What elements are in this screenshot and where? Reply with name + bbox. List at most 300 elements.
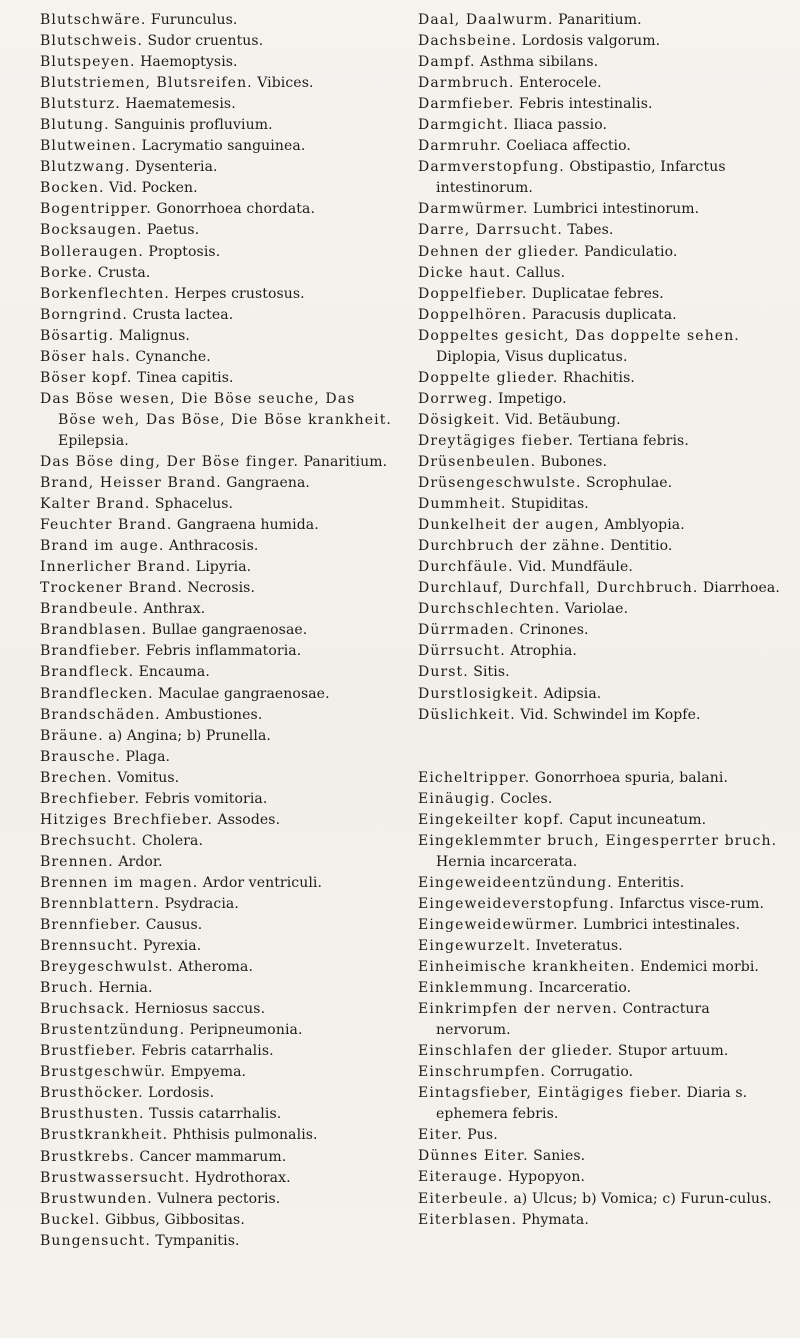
dictionary-entry: [418, 284, 780, 305]
entry-term: Brustwassersucht.: [40, 1169, 191, 1186]
entry-term: Blutschwäre.: [40, 12, 147, 28]
entry-latin: Callus.: [515, 264, 566, 281]
dictionary-entry: [40, 368, 395, 389]
entry-latin: Endemici morbi.: [640, 959, 759, 976]
entry-latin: Necrosis.: [187, 580, 256, 597]
dictionary-entry: [418, 1062, 780, 1083]
entry-term: Blutweinen.: [40, 138, 138, 155]
dictionary-entry: [40, 536, 395, 557]
entry-latin: Ardor.: [118, 853, 163, 870]
entry-term: Einschlafen der glieder.: [418, 1043, 614, 1060]
entry-term: Böser kopf.: [40, 369, 133, 386]
right-column: [418, 10, 780, 1231]
entry-term: Böser hals.: [40, 348, 131, 365]
entry-latin: Lumbrici intestinales.: [582, 916, 741, 933]
entry-term: Brennen im magen.: [40, 874, 199, 891]
entry-latin: Inveteratus.: [535, 937, 623, 954]
entry-latin: Encauma.: [138, 664, 210, 681]
entry-term: Durchbruch der zähne.: [418, 538, 606, 555]
entry-latin: Tertiana febris.: [578, 432, 689, 449]
dictionary-entry: [418, 578, 780, 599]
entry-term: Blutspeyen.: [40, 54, 136, 71]
entry-term: Brustkrebs.: [40, 1148, 135, 1165]
entry-latin: Tympanitis.: [155, 1232, 240, 1249]
entry-latin: Vid. Pocken.: [108, 180, 198, 197]
entry-term: Brusthusten.: [40, 1106, 145, 1123]
dictionary-entry: [40, 978, 395, 999]
dictionary-entry: [418, 1125, 780, 1146]
entry-term: Blutsturz.: [40, 96, 121, 113]
entry-latin: Haematemesis.: [125, 96, 236, 113]
dictionary-entry: [418, 157, 780, 199]
entry-term: Eiterblasen.: [418, 1211, 518, 1228]
entry-latin: a) Angina; b) Prunella.: [108, 727, 271, 744]
entry-latin: Pandiculatio.: [584, 243, 678, 260]
entry-term: Brechsucht.: [40, 832, 138, 849]
entry-term: Bruchsack.: [40, 1001, 131, 1018]
entry-latin: Febris catarrhalis.: [141, 1043, 274, 1060]
entry-latin: Hydrothorax.: [194, 1169, 291, 1186]
dictionary-entry: [418, 368, 780, 389]
dictionary-entry: [418, 789, 780, 810]
dictionary-entry: [418, 1210, 780, 1231]
dictionary-entry: [40, 726, 395, 747]
entry-term: Brustgeschwür.: [40, 1064, 167, 1081]
entry-term: Dreytägiges fieber.: [418, 432, 575, 449]
entry-latin: Variolae.: [564, 601, 629, 618]
entry-term: Brandflecken.: [40, 685, 154, 702]
dictionary-entry: [40, 494, 395, 515]
dictionary-entry: [418, 1189, 780, 1210]
entry-term: Einschrumpfen.: [418, 1064, 547, 1081]
entry-term: Durstlosigkeit.: [418, 685, 540, 702]
entry-term: Drüsengeschwulste.: [418, 475, 582, 492]
dictionary-entry: [40, 1189, 395, 1210]
entry-term: Feuchter Brand.: [40, 517, 173, 534]
entry-term: Brennsucht.: [40, 938, 139, 955]
entry-term: Bösartig.: [40, 327, 115, 344]
entry-term: Düslichkeit.: [418, 706, 516, 723]
entry-latin: Empyema.: [170, 1064, 247, 1081]
entry-term: Dürrsucht.: [418, 643, 506, 660]
entry-term: Borngrind.: [40, 306, 128, 323]
entry-term: Doppelte glieder.: [418, 369, 559, 386]
dictionary-entry: [418, 136, 780, 157]
entry-term: Eingekeilter kopf.: [418, 811, 565, 828]
entry-term: Durchfäule.: [418, 559, 514, 576]
dictionary-entry: [40, 852, 395, 873]
dictionary-entry: [40, 115, 395, 136]
entry-term: Darmgicht.: [418, 117, 509, 134]
dictionary-entry: [40, 515, 395, 536]
entry-latin: Panaritium.: [303, 453, 388, 470]
dictionary-entry: [40, 641, 395, 662]
entry-latin: Gonorrhoea spuria, balani.: [534, 769, 729, 786]
entry-latin: Adipsia.: [543, 685, 602, 702]
entry-latin: Crinones.: [519, 622, 589, 639]
dictionary-entry: [40, 199, 395, 220]
dictionary-entry: [40, 347, 395, 368]
entry-term: Dicke haut.: [418, 264, 512, 281]
entry-latin: Epilepsia.: [58, 432, 129, 449]
dictionary-entry: [418, 431, 780, 452]
entry-latin: Crusta.: [97, 264, 151, 281]
entry-term: Eingeklemmter bruch, Eingesperrter bruch.: [418, 832, 778, 849]
entry-term: Brustwunden.: [40, 1190, 153, 1207]
entry-term: Einäugig.: [418, 790, 496, 807]
dictionary-entry: [418, 620, 780, 641]
entry-latin: Pus.: [467, 1127, 498, 1144]
entry-latin: Vid. Schwindel im Kopfe.: [520, 706, 701, 723]
entry-latin: Psydracia.: [164, 895, 239, 912]
dictionary-entry: [40, 831, 395, 852]
dictionary-entry: [418, 515, 780, 536]
entry-latin: Febris vomitoria.: [144, 790, 268, 807]
entry-term: Brandschäden.: [40, 706, 161, 723]
entry-term: Breygeschwulst.: [40, 959, 174, 976]
entry-latin: Peripneumonia.: [189, 1022, 303, 1039]
dictionary-entry: [418, 831, 780, 873]
entry-term: Eiterbeule.: [418, 1190, 509, 1207]
entry-term: Doppelfieber.: [418, 285, 528, 302]
entry-latin: Phymata.: [521, 1211, 589, 1228]
entry-latin: Malignus.: [118, 327, 190, 344]
entry-latin: Tabes.: [567, 222, 614, 239]
entry-latin: Bullae gangraenosae.: [151, 622, 308, 639]
entry-latin: Stupiditas.: [511, 496, 589, 513]
entry-latin: Vulnera pectoris.: [157, 1190, 281, 1207]
dictionary-entry: [418, 31, 780, 52]
dictionary-entry: [40, 936, 395, 957]
entry-term: Darmbruch.: [418, 75, 515, 92]
entry-latin: Hernia incarcerata.: [436, 853, 578, 870]
entry-term: Brustfieber.: [40, 1043, 137, 1060]
dictionary-entry: [418, 705, 780, 726]
dictionary-entry: [418, 768, 780, 789]
dictionary-entry: [418, 557, 780, 578]
entry-term: Bräune.: [40, 727, 104, 744]
entry-latin: Obstipastio, Infarctus intestinorum.: [436, 159, 726, 197]
dictionary-entry: [418, 1167, 780, 1188]
dictionary-entry: [418, 242, 780, 263]
entry-latin: Diarrhoea.: [702, 580, 780, 597]
entry-term: Durst.: [418, 664, 469, 681]
entry-term: Brand, Heisser Brand.: [40, 475, 222, 492]
entry-latin: Lipyria.: [195, 559, 252, 576]
dictionary-entry: [40, 94, 395, 115]
entry-latin: a) Ulcus; b) Vomica; c) Furun-culus.: [513, 1190, 772, 1207]
dictionary-entry: [40, 747, 395, 768]
entry-latin: Hypopyon.: [507, 1169, 586, 1186]
dictionary-entry: [40, 810, 395, 831]
dictionary-entry: [40, 1062, 395, 1083]
entry-term: Einheimische krankheiten.: [418, 959, 636, 976]
dictionary-entry: [418, 684, 780, 705]
entry-term: Darmfieber.: [418, 96, 515, 113]
entry-latin: Enterocele.: [518, 75, 602, 92]
dictionary-entry: [40, 1041, 395, 1062]
dictionary-entry: [40, 599, 395, 620]
entry-latin: Atrophia.: [510, 643, 577, 660]
entry-term: Einklemmung.: [418, 980, 535, 997]
entry-term: Drüsenbeulen.: [418, 453, 537, 470]
entry-latin: Cancer mammarum.: [139, 1148, 287, 1165]
entry-latin: Haemoptysis.: [140, 54, 238, 71]
entry-latin: Diaria s. ephemera febris.: [436, 1085, 748, 1123]
dictionary-entry: [418, 473, 780, 494]
entry-latin: Cynanche.: [135, 348, 211, 365]
dictionary-entry: [40, 789, 395, 810]
entry-latin: Paracusis duplicata.: [531, 306, 677, 323]
entry-latin: Furunculus.: [150, 12, 238, 28]
section-e-entries: [418, 768, 780, 1231]
entry-term: Borkenflechten.: [40, 285, 170, 302]
dictionary-entry: [418, 1083, 780, 1125]
entry-latin: Impetigo.: [497, 390, 567, 407]
entry-latin: Hernia.: [98, 980, 153, 997]
dictionary-entry: [418, 410, 780, 431]
dictionary-entry: [418, 957, 780, 978]
entry-latin: Herpes crustosus.: [174, 285, 305, 302]
entry-latin: Gangraena.: [226, 475, 310, 492]
dictionary-entry: [40, 136, 395, 157]
entry-term: Brusthöcker.: [40, 1085, 144, 1102]
entry-latin: Vibices.: [257, 75, 314, 92]
entry-latin: Dysenteria.: [135, 159, 218, 176]
entry-latin: Assodes.: [217, 811, 281, 828]
dictionary-entry: [418, 936, 780, 957]
entry-term: Brausche.: [40, 748, 122, 765]
dictionary-entry: [40, 473, 395, 494]
dictionary-entry: [40, 684, 395, 705]
dictionary-entry: [40, 1020, 395, 1041]
dictionary-entry: [418, 452, 780, 473]
entry-latin: Tussis catarrhalis.: [149, 1106, 282, 1123]
dictionary-entry: [40, 578, 395, 599]
entry-latin: Rhachitis.: [562, 369, 635, 386]
dictionary-entry: [40, 263, 395, 284]
dictionary-entry: [40, 894, 395, 915]
dictionary-entry: [40, 1104, 395, 1125]
entry-latin: Herniosus saccus.: [134, 1001, 266, 1018]
dictionary-entry: [418, 641, 780, 662]
dictionary-entry: [418, 1146, 780, 1167]
entry-latin: Pyrexia.: [143, 938, 202, 955]
dictionary-entry: [40, 768, 395, 789]
dictionary-entry: [418, 52, 780, 73]
dictionary-entry: [40, 178, 395, 199]
entry-term: Darmruhr.: [418, 138, 502, 155]
dictionary-entry: [418, 999, 780, 1041]
entry-term: Das Böse wesen, Die Böse seuche, Das Böse weh, Das Böse, Die Böse krankheit.: [40, 390, 392, 428]
entry-latin: Corrugatio.: [550, 1064, 634, 1081]
entry-latin: Sanguinis profluvium.: [114, 117, 273, 134]
dictionary-entry: [418, 220, 780, 241]
dictionary-entry: [40, 10, 395, 31]
entry-latin: Contractura nervorum.: [436, 1001, 710, 1039]
dictionary-entry: [418, 873, 780, 894]
entry-term: Bocksaugen.: [40, 222, 143, 239]
entry-term: Dösigkeit.: [418, 411, 501, 428]
entry-term: Bruch.: [40, 980, 94, 997]
entry-latin: Sanies.: [533, 1148, 586, 1165]
entry-term: Dehnen der glieder.: [418, 243, 580, 260]
entry-latin: Scrophulae.: [586, 475, 673, 492]
entry-term: Borke.: [40, 264, 94, 281]
dictionary-entry: [40, 52, 395, 73]
entry-term: Brennen.: [40, 853, 114, 870]
entry-term: Hitziges Brechfieber.: [40, 811, 214, 828]
entry-latin: Diplopia, Visus duplicatus.: [436, 348, 628, 365]
entry-latin: Cocles.: [500, 790, 553, 807]
dictionary-entry: [40, 326, 395, 347]
dictionary-entry: [40, 620, 395, 641]
dictionary-entry: [40, 1231, 395, 1252]
entry-latin: Atheroma.: [178, 959, 254, 976]
entry-term: Durchschlechten.: [418, 601, 561, 618]
dictionary-entry: [40, 452, 395, 473]
dictionary-entry: [40, 220, 395, 241]
entry-term: Eingeweideentzündung.: [418, 874, 613, 891]
entry-term: Eingewurzelt.: [418, 937, 532, 954]
dictionary-entry: [40, 73, 395, 94]
entry-term: Dünnes Eiter.: [418, 1148, 529, 1165]
entry-latin: Maculae gangraenosae.: [158, 685, 330, 702]
section-d-entries: [418, 10, 780, 726]
dictionary-entry: [40, 1125, 395, 1146]
entry-term: Brandfleck.: [40, 664, 135, 681]
entry-latin: Enteritis.: [617, 874, 685, 891]
entry-latin: Febris intestinalis.: [518, 96, 653, 113]
entry-term: Dachsbeine.: [418, 33, 518, 50]
entry-latin: Coeliaca affectio.: [506, 138, 631, 155]
entry-latin: Lordosis.: [148, 1085, 215, 1102]
entry-latin: Amblyopia.: [604, 517, 685, 534]
entry-latin: Vomitus.: [117, 769, 180, 786]
dictionary-entry: [40, 705, 395, 726]
entry-latin: Duplicatae febres.: [531, 285, 664, 302]
entry-latin: Tinea capitis.: [136, 369, 234, 386]
dictionary-entry: [40, 557, 395, 578]
entry-latin: Anthracosis.: [168, 538, 259, 555]
dictionary-entry: [418, 599, 780, 620]
entry-term: Eintagsfieber, Eintägiges fieber.: [418, 1085, 683, 1102]
entry-latin: Sudor cruentus.: [147, 33, 264, 50]
entry-latin: Asthma sibilans.: [480, 54, 599, 71]
entry-term: Das Böse ding, Der Böse finger.: [40, 453, 300, 470]
dictionary-entry: [40, 284, 395, 305]
entry-term: Bolleraugen.: [40, 243, 144, 260]
entry-latin: Stupor artuum.: [617, 1043, 729, 1060]
dictionary-entry: [418, 115, 780, 136]
entry-latin: Gibbus, Gibbositas.: [105, 1211, 245, 1228]
dictionary-entry: [40, 31, 395, 52]
entry-latin: Vid. Betäubung.: [505, 411, 621, 428]
dictionary-entry: [418, 10, 780, 31]
entry-term: Brennfieber.: [40, 917, 142, 934]
entry-latin: Infarctus visce-rum.: [619, 895, 765, 912]
dictionary-entry: [40, 242, 395, 263]
dictionary-entry: [418, 978, 780, 999]
dictionary-entry: [418, 894, 780, 915]
entry-term: Daal, Daalwurm.: [418, 12, 554, 28]
entry-term: Dampf.: [418, 54, 476, 71]
dictionary-entry: [40, 1083, 395, 1104]
entry-latin: Vid. Mundfäule.: [518, 559, 633, 576]
entry-latin: Panaritium.: [558, 12, 642, 28]
entry-term: Blutstriemen, Blutsreifen.: [40, 75, 253, 92]
dictionary-entry: [40, 999, 395, 1020]
left-column: [40, 10, 395, 1252]
entry-term: Buckel.: [40, 1211, 101, 1228]
entry-term: Trockener Brand.: [40, 580, 183, 597]
entry-term: Bungensucht.: [40, 1232, 151, 1249]
dictionary-entry: [40, 1168, 395, 1189]
entry-term: Brechfieber.: [40, 790, 141, 807]
entry-term: Doppeltes gesicht, Das doppelte sehen.: [418, 327, 740, 344]
entry-term: Brandbeule.: [40, 601, 139, 618]
dictionary-entry: [418, 810, 780, 831]
dictionary-entry: [418, 915, 780, 936]
entry-latin: Febris inflammatoria.: [145, 643, 302, 660]
entry-term: Eicheltripper.: [418, 769, 531, 786]
entry-latin: Incarceratio.: [538, 980, 632, 997]
dictionary-entry: [418, 389, 780, 410]
entry-term: Eiterauge.: [418, 1169, 504, 1186]
dictionary-entry: [418, 326, 780, 368]
entry-term: Darre, Darrsucht.: [418, 222, 563, 239]
entry-term: Blutschweis.: [40, 33, 144, 50]
entry-latin: Causus.: [145, 917, 203, 934]
entry-latin: Paetus.: [146, 222, 200, 239]
entry-latin: Dentitio.: [610, 538, 673, 555]
entry-term: Brandblasen.: [40, 622, 148, 639]
entry-latin: Proptosis.: [148, 243, 221, 260]
entry-latin: Crusta lactea.: [132, 306, 234, 323]
entry-term: Brand im auge.: [40, 538, 165, 555]
dictionary-entry: [40, 389, 395, 452]
entry-term: Brustentzündung.: [40, 1022, 186, 1039]
entry-latin: Cholera.: [141, 832, 204, 849]
dictionary-entry: [40, 873, 395, 894]
entry-term: Dunkelheit der augen,: [418, 517, 600, 534]
entry-term: Doppelhören.: [418, 306, 528, 323]
entry-latin: Iliaca passio.: [513, 117, 608, 134]
dictionary-entry: [418, 263, 780, 284]
entry-term: Eiter.: [418, 1127, 463, 1144]
entry-term: Eingeweideverstopfung.: [418, 895, 615, 912]
entry-term: Darmverstopfung.: [418, 159, 565, 176]
entry-term: Bocken.: [40, 180, 105, 197]
entry-latin: Phthisis pulmonalis.: [172, 1127, 318, 1144]
entry-term: Brennblattern.: [40, 895, 161, 912]
entry-term: Blutzwang.: [40, 159, 131, 176]
dictionary-entry: [40, 662, 395, 683]
entry-term: Durchlauf, Durchfall, Durchbruch.: [418, 580, 699, 597]
entry-latin: Plaga.: [125, 748, 171, 765]
entry-latin: Lumbrici intestinorum.: [532, 201, 700, 218]
dictionary-entry: [418, 494, 780, 515]
entry-latin: Lordosis valgorum.: [521, 33, 661, 50]
entry-term: Dürrmaden.: [418, 622, 515, 639]
entry-term: Kalter Brand.: [40, 496, 151, 513]
dictionary-entry: [418, 536, 780, 557]
dictionary-entry: [418, 94, 780, 115]
entry-latin: Sphacelus.: [154, 496, 234, 513]
entry-term: Dummheit.: [418, 496, 507, 513]
entry-latin: Lacrymatio sanguinea.: [141, 138, 306, 155]
entry-term: Darmwürmer.: [418, 201, 529, 218]
